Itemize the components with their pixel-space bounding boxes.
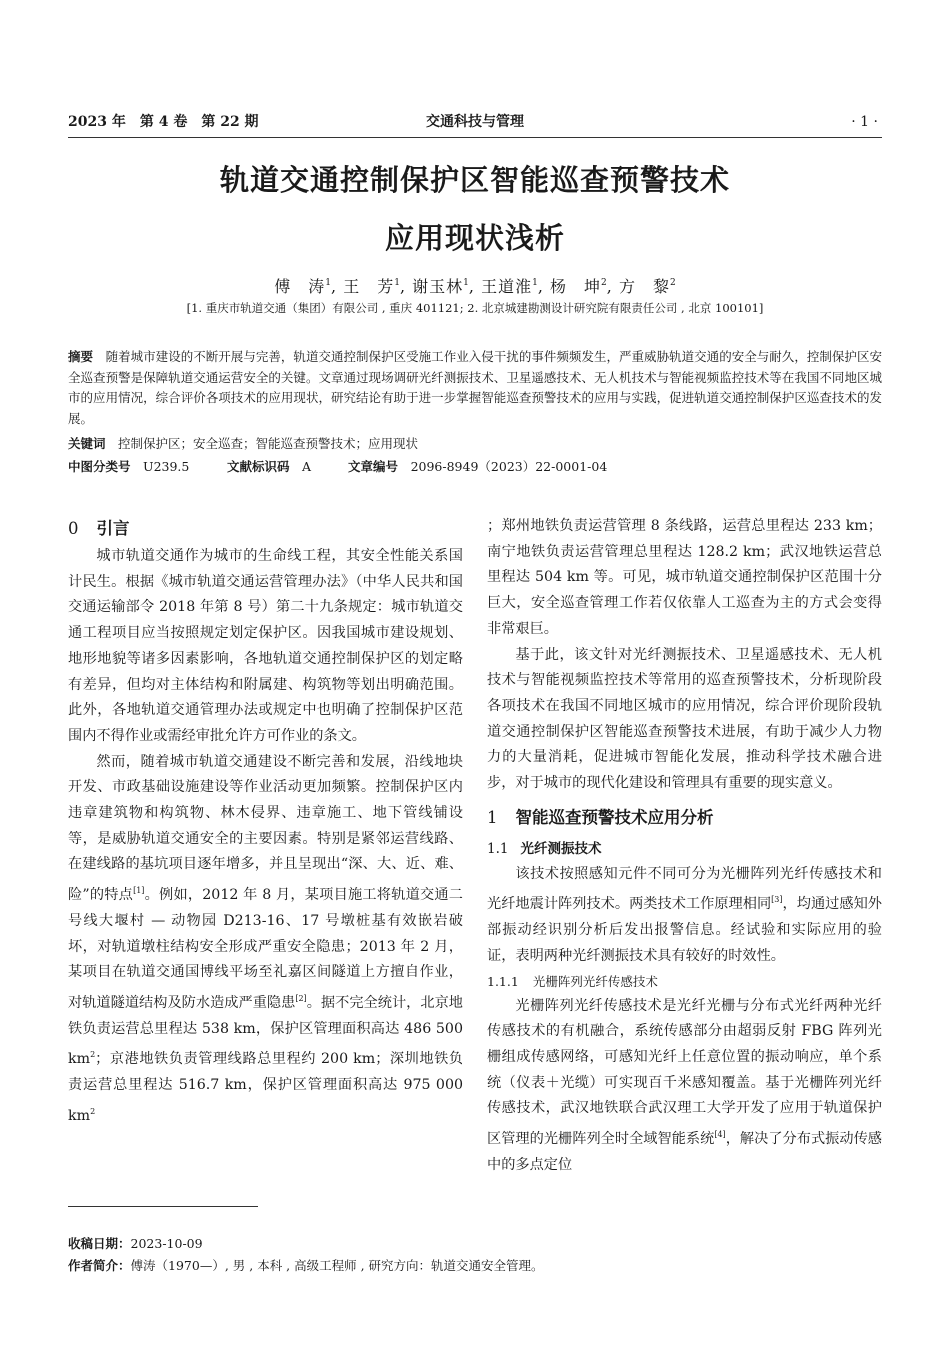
author-affil-mark: 2 xyxy=(669,278,676,288)
body-column-left xyxy=(68,514,463,1129)
paragraph: 然而，随着城市轨道交通建设不断完善和发展，沿线地块开发、市政基础设施建设等作业活动更加频繁。控制保护区内违章建筑物和构筑物、林木侵界、违章施工、地下管线铺设等，是威胁轨道交通安全的主要因素。特别是紧邻运营线路、在建线路的基坑项目逐年增多，并且呈现出“深、大、近、难、险”的特点[1]。例如，2012 年 8 月，某项目施工将轨道交通二号线大堰村 — 动物园 D213-16、17 号墩桩基有效嵌岩破坏，对轨道墩柱结构安全形成严重安全隐患；2013 年 2 月，某项目在轨道交通国博线平场至礼嘉区间隧道上方擅自作业，对轨道隧道结构及防水造成严重隐患[2]。据不完全统计，北京地铁负责运营总里程达 538 km，保护区管理面积高达 486 500 $km^2$；京港地铁负责管理线路总里程约 200 km；深圳地铁负责运营总里程达 516.7 km，保护区管理面积高达 975 000 $km^2$ xyxy=(68,753,463,1124)
header-rule xyxy=(68,137,882,138)
article-number-label: 文章编号 xyxy=(348,460,399,474)
author: 方 黎 xyxy=(618,277,670,296)
paragraph: 城市轨道交通作为城市的生命线工程，其安全性能关系国计民生。根据《城市轨道交通运营管理办法》（中华人民共和国交通运输部令 2018 年第 8 号）第二十九条规定：城市轨道交通工程项目应当按照规定划定保护区。因我国城市建设规划、地形地貌等诸多因素影响，各地轨道交通控制保护区的划定略有差异，但均对主体结构和附属建、构筑物等划出明确范围。此外，各地轨道交通管理办法或规定中也明确了控制保护区范围内不得作业或需经审批允许方可作业的条文。 xyxy=(68,548,463,744)
section-heading: 1 智能巡查预警技术应用分析 xyxy=(487,807,714,827)
citation: [4] xyxy=(714,1130,726,1140)
footnote-rule xyxy=(68,1206,258,1207)
keywords-label: 关键词 xyxy=(68,437,106,451)
paragraph: 该技术按照感知元件不同可分为光栅阵列光纤传感技术和光纤地震计阵列技术。两类技术工作原理相同[3]，均通过感知外部振动经识别分析后发出报警信息。经试验和实际应用的验证，表明两种光纤测振技术具有较好的时效性。 xyxy=(487,865,882,964)
author: 杨 坤 xyxy=(550,277,602,296)
author-separator: , xyxy=(606,277,613,296)
author: 傅 涛 xyxy=(274,277,326,296)
author-bio: 作者简介：傅涛（1970—）, 男 , 本科 , 高级工程师 , 研究方向：轨道交通安全管理。 xyxy=(68,1258,544,1273)
paragraph: 基于此，该文针对光纤测振技术、卫星遥感技术、无人机技术与智能视频监控技术等常用的巡查预警技术，分析现阶段各项技术在我国不同地区城市的应用情况，综合评价现阶段轨道交通控制保护区智能巡查预警技术进展，有助于减少人力物力的大量消耗，促进城市智能化发展，推动科学技术融合进步，对于城市的现代化建设和管理具有重要的现实意义。 xyxy=(487,646,882,792)
doc-code-value: A xyxy=(302,459,312,474)
author-affil-mark: 1 xyxy=(394,278,400,288)
journal-name: 交通科技与管理 xyxy=(426,114,524,130)
subsubsection-heading: 1.1.1 光栅阵列光纤传感技术 xyxy=(487,973,658,989)
classification-line xyxy=(68,457,882,477)
author-separator: , xyxy=(399,277,407,296)
citation: [2] xyxy=(295,993,307,1003)
abstract xyxy=(68,347,882,429)
article-number-value: 2096-8949（2023）22-0001-04 xyxy=(410,459,608,474)
received-date: 收稿日期：2023-10-09 xyxy=(68,1236,203,1251)
citation: [1] xyxy=(133,886,145,896)
abstract-text: 随着城市建设的不断开展与完善，轨道交通控制保护区受施工作业入侵干扰的事件频频发生，严重威胁轨道交通的安全与耐久，控制保护区安全巡查预警是保障轨道交通运营安全的关键。文章通过现场调研光纤测振技术、卫星遥感技术、无人机技术与智能视频监控技术等在我国不同地区城市的应用情况，综合评价各项技术的应用现状，研究结论有助于进一步掌握智能巡查预警技术的应用与实践，促进轨道交通控制保护区巡查技术的发展。 xyxy=(68,349,882,426)
keywords xyxy=(68,434,882,454)
clc-value: U239.5 xyxy=(143,459,190,474)
author-list xyxy=(0,272,950,298)
author: 谢玉林 xyxy=(412,277,464,296)
author: 王道淮 xyxy=(481,277,533,296)
subsection-heading: 1.1 光纤测振技术 xyxy=(487,840,602,857)
abstract-label: 摘要 xyxy=(68,350,94,364)
paper-title-line-2: 应用现状浅析 xyxy=(384,221,565,255)
author-affil-mark: 1 xyxy=(325,278,332,288)
paper-title-line-1: 轨道交通控制保护区智能巡查预警技术 xyxy=(219,163,730,197)
author-separator: , xyxy=(468,277,475,296)
author-affil-mark: 2 xyxy=(601,278,607,288)
clc-label: 中图分类号 xyxy=(68,460,131,474)
author-affil-mark: 1 xyxy=(463,278,469,288)
affiliations: [1. 重庆市轨道交通（集团）有限公司 , 重庆 401121; 2. 北京城建勘测设计研究院有限责任公司 , 北京 100101] xyxy=(186,301,764,315)
citation: [3] xyxy=(771,895,783,905)
page-number: · 1 · xyxy=(851,114,878,130)
author-separator: , xyxy=(537,277,544,296)
author-separator: , xyxy=(331,277,338,296)
paragraph-continued: ；郑州地铁负责运营管理 8 条线路，运营总里程达 233 km；南宁地铁负责运营管理总里程达 128.2 km；武汉地铁运营总里程达 504 km 等。可见，城市轨道交通控制保护区范围十分巨大，安全巡查管理工作若仅依靠人工巡查为主的方式会变得非常艰巨。 xyxy=(487,518,882,637)
section-heading: 0 引言 xyxy=(68,519,130,538)
body-column-right xyxy=(487,514,882,1178)
paragraph: 光栅阵列光纤传感技术是光纤光栅与分布式光纤两种光纤传感技术的有机融合，系统传感部分由超弱反射 FBG 阵列光栅组成传感网络，可感知光纤上任意位置的振动响应，单个系统（仪表＋光缆）可实现百千米感知覆盖。基于光栅阵列光纤传感技术，武汉地铁联合武汉理工大学开发了应用于轨道保护区管理的光栅阵列全时全域智能系统[4]，解决了分布式振动传感中的多点定位 xyxy=(487,997,882,1173)
journal-issue: 2023 年 第 4 卷 第 22 期 xyxy=(68,114,259,130)
doc-code-label: 文献标识码 xyxy=(227,460,290,474)
author-affil-mark: 1 xyxy=(532,278,538,288)
author: 王 芳 xyxy=(343,277,395,296)
keywords-text: 控制保护区；安全巡查；智能巡查预警技术；应用现状 xyxy=(118,436,419,451)
